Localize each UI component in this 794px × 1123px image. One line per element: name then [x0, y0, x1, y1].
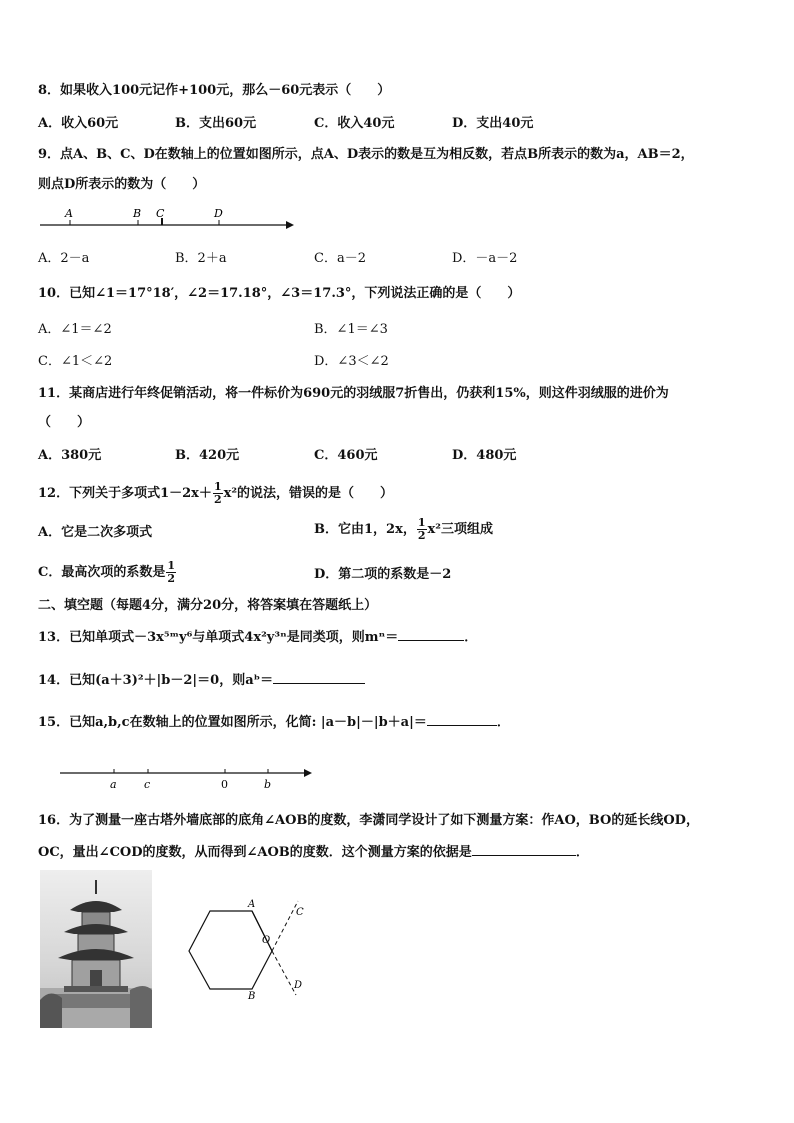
q15-stem — [38, 713, 510, 732]
q9-point-a-label: A — [65, 207, 73, 220]
q11-stem: 11．某商店进行年终促销活动，将一件标价为690元的羽绒服7折售出，仍获利15%，则这件羽绒服的进价为 — [38, 386, 669, 401]
q15-end: ． — [496, 715, 510, 730]
q10-option-c: C．∠1＜∠2 — [38, 354, 113, 369]
q14-stem — [38, 671, 365, 690]
q16-hexagon-figure — [180, 895, 320, 1005]
q12-option-b — [314, 517, 493, 542]
q8-option-c: C．收入40元 — [314, 116, 395, 131]
q12-option-c — [38, 560, 177, 585]
q12-fraction — [213, 481, 223, 506]
pagoda-illustration — [40, 870, 152, 1028]
q10-option-b: B．∠1＝∠3 — [314, 322, 388, 337]
q13-answer-blank[interactable] — [398, 628, 464, 641]
q11-option-d: D．480元 — [452, 448, 517, 463]
figure-label-a: A — [248, 899, 256, 910]
q9-stem-continued: 则点D所表示的数为（ ） — [38, 177, 206, 192]
q12-stem-post: x²的说法，错误的是（ ） — [223, 486, 394, 501]
q15-point-a-label: a — [110, 778, 117, 791]
q11-option-a: A．380元 — [38, 448, 102, 463]
q11-stem-continued: （ ） — [38, 415, 91, 430]
q16-stem-continued — [38, 843, 589, 862]
figure-label-c: C — [296, 907, 304, 918]
q9-point-d-label: D — [214, 207, 223, 220]
q9-option-a: A．2－a — [38, 251, 90, 266]
q16-stem: 16．为了测量一座古塔外墙底部的底角∠AOB的度数，李潇同学设计了如下测量方案：作AO，BO的延长线OD， — [38, 813, 699, 828]
q12-fraction-denominator: 2 — [213, 493, 222, 506]
q12-stem-pre: 12．下列关于多项式1－2x＋ — [38, 486, 212, 501]
q9-stem: 9．点A、B、C、D在数轴上的位置如图所示，点A、D表示的数是互为相反数，若点B所表示的数为a，AB＝2， — [38, 147, 694, 162]
q10-option-a: A．∠1＝∠2 — [38, 322, 112, 337]
q15-point-c-label: c — [144, 778, 151, 791]
q12-option-b-denominator: 2 — [417, 529, 426, 542]
q14-text: 14．已知(a＋3)²＋|b－2|＝0，则aᵇ＝ — [38, 673, 274, 688]
q9-option-c: C．a－2 — [314, 251, 366, 266]
q8-option-a: A．收入60元 — [38, 116, 119, 131]
q12-option-c-pre: C．最高次项的系数是 — [38, 565, 166, 580]
q16-text: OC，量出∠COD的度数，从而得到∠AOB的度数．这个测量方案的依据是 — [38, 845, 472, 860]
q12-option-c-fraction — [166, 560, 176, 585]
q9-point-c-label: C — [156, 207, 165, 220]
q9-option-b: B．2＋a — [175, 251, 227, 266]
q12-option-b-post: x²三项组成 — [427, 522, 493, 537]
q12-option-c-denominator: 2 — [167, 572, 176, 585]
q13-stem — [38, 628, 477, 647]
figure-label-d: D — [294, 980, 303, 991]
q15-origin-label: 0 — [221, 778, 228, 791]
q12-option-c-numerator: 1 — [167, 559, 176, 572]
q12-stem — [38, 481, 393, 506]
q16-answer-blank[interactable] — [472, 843, 576, 856]
q8-option-d: D．支出40元 — [452, 116, 534, 131]
q15-number-line — [58, 762, 318, 792]
figure-label-b: B — [248, 991, 256, 1002]
q9-option-d: D．－a－2 — [452, 251, 518, 266]
q10-stem: 10．已知∠1＝17°18′，∠2＝17.18°，∠3＝17.3°，下列说法正确的是（ ） — [38, 286, 521, 301]
q11-option-c: C．460元 — [314, 448, 378, 463]
q12-option-b-pre: B．它由1，2x， — [314, 522, 416, 537]
q13-text: 13．已知单项式－3x⁵ᵐy⁶与单项式4x²y³ⁿ是同类项，则mⁿ＝ — [38, 630, 399, 645]
q12-option-d: D．第二项的系数是－2 — [314, 567, 452, 582]
q16-end: ． — [575, 845, 589, 860]
q8-stem: 8．如果收入100元记作+100元，那么－60元表示（ ） — [38, 83, 391, 98]
q12-option-b-fraction — [417, 517, 427, 542]
q13-end: ． — [464, 630, 478, 645]
q15-text: 15．已知a,b,c在数轴上的位置如图所示，化简: |a－b|－|b＋a|＝ — [38, 715, 427, 730]
q8-option-b: B．支出60元 — [175, 116, 257, 131]
q14-answer-blank[interactable] — [273, 671, 365, 684]
q12-option-b-numerator: 1 — [417, 516, 426, 529]
q12-fraction-numerator: 1 — [213, 480, 222, 493]
q12-option-a: A．它是二次多项式 — [38, 525, 153, 540]
pagoda-photo — [40, 870, 152, 1028]
q9-point-b-label: B — [133, 207, 142, 220]
q15-point-b-label: b — [264, 778, 272, 791]
q11-option-b: B．420元 — [175, 448, 240, 463]
q15-answer-blank[interactable] — [427, 713, 497, 726]
figure-label-o: O — [262, 935, 271, 946]
section-2-heading: 二、填空题（每题4分，满分20分，将答案填在答题纸上） — [38, 598, 378, 613]
q9-number-line — [38, 204, 298, 234]
q10-option-d: D．∠3＜∠2 — [314, 354, 389, 369]
